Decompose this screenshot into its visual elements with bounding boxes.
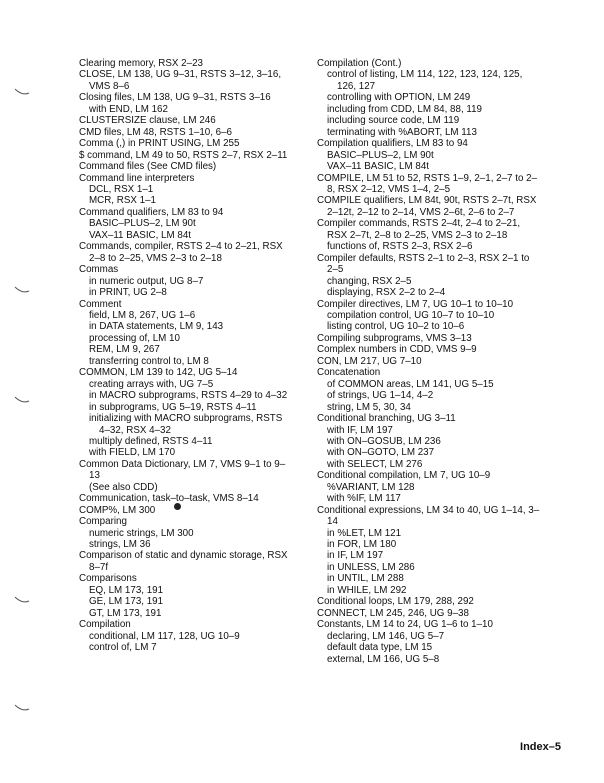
index-subentry: VAX–11 BASIC, LM 84t [327,161,430,173]
index-entry: COMPILE qualifiers, LM 84t, 90t, RSTS 2–7t, RSX 2–12t, 2–12 to 2–14, VMS 2–6t, 2–6 to 2–7 [317,195,537,218]
index-entry: Clearing memory, RSX 2–23 [79,58,203,69]
index-entry: Concatenation [317,367,381,379]
index-subentry: with FIELD, LM 170 [89,447,176,459]
index-subentry: with %IF, LM 117 [327,493,401,505]
index-subentry: strings, LM 36 [89,539,151,551]
index-subentry: changing, RSX 2–5 [327,275,412,287]
index-subentry: %VARIANT, LM 128 [327,481,415,493]
binder-mark [14,704,30,712]
index-entry: Compilation qualifiers, LM 83 to 94 [317,138,468,150]
index-subentry: functions of, RSTS 2–3, RSX 2–6 [327,241,473,253]
index-subentry: displaying, RSX 2–2 to 2–4 [327,287,446,299]
index-subentry: including from CDD, LM 84, 88, 119 [327,103,483,115]
index-right-column [317,58,542,665]
index-subentry: of COMMON areas, LM 141, UG 5–15 [327,378,494,390]
index-entry: Compiler defaults, RSTS 2–1 to 2–3, RSX 2–1 to 2–5 [317,252,530,276]
index-entry: Commas [79,264,119,276]
index-entry: Command files (See CMD files) [79,161,217,173]
index-subentry: in %LET, LM 121 [327,527,402,539]
index-subentry: with ON–GOSUB, LM 236 [327,435,441,447]
index-entry: COMP%, LM 300 [79,504,156,516]
index-entry: Command qualifiers, LM 83 to 94 [79,206,224,218]
index-entry: Compiling subprograms, VMS 3–13 [317,332,472,344]
index-subentry: DCL, RSX 1–1 [89,183,154,195]
index-subentry: BASIC–PLUS–2, LM 90t [89,218,196,230]
index-entry: Compilation (Cont.) [317,58,402,69]
index-entry: Comment [79,298,122,310]
index-subentry: BASIC–PLUS–2, LM 90t [327,149,434,161]
index-subentry: conditional, LM 117, 128, UG 10–9 [89,630,240,642]
index-subentry: control of listing, LM 114, 122, 123, 124, 125, 126, 127 [327,69,523,92]
index-subentry: default data type, LM 15 [327,642,433,654]
index-subentry: with ON–GOTO, LM 237 [327,447,435,459]
index-entry: Complex numbers in CDD, VMS 9–9 [317,344,477,356]
index-subentry: external, LM 166, UG 5–8 [327,653,440,665]
index-entry: Conditional branching, UG 3–11 [317,413,456,425]
index-entry: Compiler directives, LM 7, UG 10–1 to 10–10 [317,298,514,310]
page-number: Index–5 [520,741,561,753]
index-subentry: in UNLESS, LM 286 [327,561,415,573]
index-subentry: declaring, LM 146, UG 5–7 [327,630,445,642]
index-subentry: controlling with OPTION, LM 249 [327,92,471,104]
index-subentry: string, LM 5, 30, 34 [327,401,411,413]
index-subentry: in IF, LM 197 [327,550,384,562]
index-subentry: field, LM 8, 267, UG 1–6 [89,309,196,321]
index-entry: Conditional compilation, LM 7, UG 10–9 [317,470,491,482]
index-subentry: EQ, LM 173, 191 [89,584,164,596]
index-entry: Commands, compiler, RSTS 2–4 to 2–21, RSX 2–8 to 2–25, VMS 2–3 to 2–18 [79,241,283,264]
index-entry: Common Data Dictionary, LM 7, VMS 9–1 to 9–13 [79,458,286,482]
binder-mark [14,88,30,96]
index-entry: $ command, LM 49 to 50, RSTS 2–7, RSX 2–11 [79,149,288,161]
index-entry: Communication, task–to–task, VMS 8–14 [79,493,259,505]
index-subentry: transferring control to, LM 8 [89,355,209,367]
index-subentry: VAX–11 BASIC, LM 84t [89,229,192,241]
index-entry: Conditional loops, LM 179, 288, 292 [317,596,474,608]
index-subentry: creating arrays with, UG 7–5 [89,378,214,390]
index-subentry: in subprograms, UG 5–19, RSTS 4–11 [89,401,257,413]
index-subentry: in UNTIL, LM 288 [327,573,404,585]
index-subentry: of strings, UG 1–14, 4–2 [327,390,434,402]
binder-mark [14,286,30,294]
index-entry: CONNECT, LM 245, 246, UG 9–38 [317,607,469,619]
index-subentry: control of, LM 7 [89,642,157,654]
index-subentry: listing control, UG 10–2 to 10–6 [327,321,465,333]
index-entry: COMPILE, LM 51 to 52, RSTS 1–9, 2–1, 2–7 to 2–8, RSX 2–12, VMS 1–4, 2–5 [317,172,538,195]
index-subentry: with END, LM 162 [89,103,168,115]
index-subentry: numeric strings, LM 300 [89,527,194,539]
index-subentry: MCR, RSX 1–1 [89,195,156,207]
index-subentry: multiply defined, RSTS 4–11 [89,435,213,447]
binder-mark [14,596,30,604]
index-subentry: in numeric output, UG 8–7 [89,275,204,287]
index-subentry: in PRINT, UG 2–8 [89,287,167,299]
index-subentry: processing of, LM 10 [89,332,180,344]
index-entry: Compilation [79,619,131,631]
index-subentry: including source code, LM 119 [327,115,460,127]
index-entry: Command line interpreters [79,172,195,184]
index-entry: Conditional expressions, LM 34 to 40, UG 1–14, 3–14 [317,504,540,528]
index-subentry: compilation control, UG 10–7 to 10–10 [327,309,495,321]
index-entry: Constants, LM 14 to 24, UG 1–6 to 1–10 [317,619,493,631]
index-left-column [79,58,294,654]
index-entry: Compiler commands, RSTS 2–4t, 2–4 to 2–21, RSX 2–7t, 2–8 to 2–25, VMS 2–3 to 2–18 [317,218,521,241]
index-subentry: GT, LM 173, 191 [89,607,162,619]
index-subentry: in DATA statements, LM 9, 143 [89,321,224,333]
index-subentry: REM, LM 9, 267 [89,344,160,356]
index-subentry: with IF, LM 197 [327,424,393,436]
index-entry: CON, LM 217, UG 7–10 [317,355,422,367]
index-subentry: with SELECT, LM 276 [327,458,423,470]
index-entry: Closing files, LM 138, UG 9–31, RSTS 3–16 [79,92,271,104]
binder-mark [14,396,30,404]
index-entry: Comma (,) in PRINT USING, LM 255 [79,138,240,150]
index-subentry: (See also CDD) [89,481,158,493]
index-entry: CMD files, LM 48, RSTS 1–10, 6–6 [79,126,233,138]
index-entry: Comparisons [79,573,137,585]
index-entry: CLUSTERSIZE clause, LM 246 [79,115,216,127]
index-subentry: in FOR, LM 180 [327,539,397,551]
index-entry: Comparison of static and dynamic storage, RSX 8–7f [79,550,288,573]
index-subentry: GE, LM 173, 191 [89,596,164,608]
index-subentry: in MACRO subprograms, RSTS 4–29 to 4–32 [89,390,288,402]
index-entry: COMMON, LM 139 to 142, UG 5–14 [79,367,238,379]
index-entry: Comparing [79,516,127,528]
index-subentry: terminating with %ABORT, LM 113 [327,126,477,138]
index-subentry: in WHILE, LM 292 [327,584,407,596]
index-entry: CLOSE, LM 138, UG 9–31, RSTS 3–12, 3–16, VMS 8–6 [79,69,282,92]
index-subentry: initializing with MACRO subprograms, RSTS 4–32, RSX 4–32 [89,413,283,436]
